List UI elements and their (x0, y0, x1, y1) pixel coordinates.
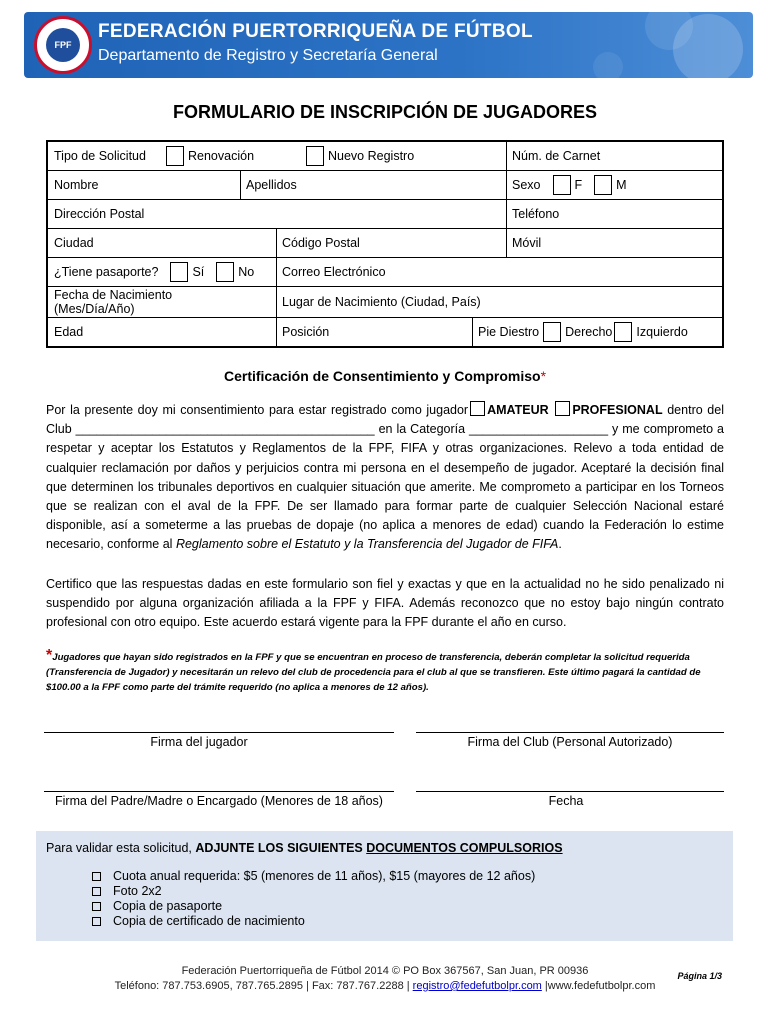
header-banner (24, 12, 753, 78)
form-title: FORMULARIO DE INSCRIPCIÓN DE JUGADORES (172, 102, 598, 122)
tipo-solicitud-label: Tipo de Solicitud (54, 149, 146, 163)
form-row (48, 171, 722, 200)
form-row (48, 258, 722, 287)
signature-line[interactable] (416, 732, 724, 733)
direccion-field[interactable]: Dirección Postal (54, 207, 145, 221)
renovacion-checkbox[interactable] (166, 146, 184, 166)
list-item: Copia de certificado de nacimiento (92, 914, 535, 929)
sexo-f-label: F (574, 178, 583, 192)
izquierdo-checkbox[interactable] (614, 322, 632, 342)
form-row (48, 142, 722, 171)
form-row (48, 200, 722, 229)
sexo-m-label: M (616, 178, 627, 192)
federation-title: FEDERACIÓN PUERTORRIQUEÑA DE FÚTBOL (98, 21, 533, 42)
izquierdo-label: Izquierdo (636, 325, 688, 339)
required-asterisk: * (540, 368, 547, 384)
checkbox-icon[interactable] (92, 902, 101, 911)
apellidos-field[interactable]: Apellidos (246, 178, 297, 192)
derecho-checkbox[interactable] (543, 322, 561, 342)
list-item: Cuota anual requerida: $5 (menores de 11 años), $15 (mayores de 12 años) (92, 869, 535, 884)
lugar-nacimiento-field[interactable]: Lugar de Nacimiento (Ciudad, País) (282, 295, 481, 309)
fecha-label: Fecha (548, 794, 584, 808)
sexo-f-checkbox[interactable] (553, 175, 571, 195)
pasaporte-label: ¿Tiene pasaporte? (54, 265, 159, 279)
amateur-checkbox[interactable] (470, 401, 485, 416)
certification-title: Certificación de Consentimiento y Compromiso* (223, 368, 547, 384)
ciudad-field[interactable]: Ciudad (54, 236, 94, 250)
email-link[interactable]: registro@fedefutbolpr.com (412, 980, 542, 992)
pie-diestro-label: Pie Diestro (478, 325, 540, 339)
nuevo-registro-label: Nuevo Registro (328, 149, 415, 163)
firma-padre-label: Firma del Padre/Madre o Encargado (Menores de 18 años) (55, 794, 383, 808)
list-item: Copia de pasaporte (92, 899, 535, 914)
signature-line[interactable] (44, 791, 394, 792)
soccer-ball-icon (673, 14, 743, 78)
form-row (48, 287, 722, 318)
date-line[interactable] (416, 791, 724, 792)
fpf-logo: FPF (34, 16, 92, 74)
profesional-label: PROFESIONAL (572, 403, 663, 417)
pasaporte-si-checkbox[interactable] (170, 262, 188, 282)
registration-form-table (46, 140, 724, 348)
sexo-label: Sexo (512, 178, 541, 192)
page-number: Página 1/3 (677, 971, 722, 981)
footer-contact: Teléfono: 787.753.6905, 787.765.2895 | Fax: 787.767.2288 | registro@fedefutbolpr.com |www.fedefutbolpr.com (114, 980, 656, 992)
firma-jugador-label: Firma del jugador (150, 735, 248, 749)
pasaporte-no-checkbox[interactable] (216, 262, 234, 282)
correo-field[interactable]: Correo Electrónico (282, 265, 386, 279)
department-subtitle: Departamento de Registro y Secretaría General (98, 47, 438, 64)
posicion-field[interactable]: Posición (282, 325, 330, 339)
checkbox-icon[interactable] (92, 887, 101, 896)
derecho-label: Derecho (565, 325, 613, 339)
firma-club-label: Firma del Club (Personal Autorizado) (467, 735, 673, 749)
form-row (48, 229, 722, 258)
pasaporte-no-label: No (238, 265, 255, 279)
edad-field[interactable]: Edad (54, 325, 84, 339)
movil-field[interactable]: Móvil (512, 236, 542, 250)
form-row (48, 318, 722, 346)
footer (0, 964, 770, 994)
footer-address: Federación Puertorriqueña de Fútbol 2014 © PO Box 367567, San Juan, PR 00936 (181, 965, 589, 977)
codigo-postal-field[interactable]: Código Postal (282, 236, 360, 250)
documents-heading: Para validar esta solicitud, ADJUNTE LOS SIGUIENTES DOCUMENTOS COMPULSORIOS (46, 841, 563, 855)
required-documents-box (36, 831, 733, 941)
consent-paragraph: Por la presente doy mi consentimiento para estar registrado como jugador AMATEUR PROFESIONAL dentro del Club ___________________________________________ en la Categoría ____________________ y me comprometo a respetar y aceptar los Estatutos y Reglamentos de la FPF, FIFA y otras organizaciones. Relevo a toda entidad de cualquier reclamación por daños y perjuicios contra mi persona en el desempeño de jugador. Aceptaré la decisión final que determinen los tribunales deportivos en cualquier situación que amerite. Me comprometo a participar en los Torneos que se realizan con el aval de la FPF. De ser llamado para formar parte de cualquier Selección Nacional estaré disponible, así a someterme a las pruebas de dopaje (no aplica a menores de edad) cuando la Federación lo estime necesario, conforme al Reglamento sobre el Estatuto y la Transferencia del Jugador de FIFA. (46, 403, 724, 552)
renovacion-label: Renovación (188, 149, 255, 163)
sexo-m-checkbox[interactable] (594, 175, 612, 195)
num-carnet-field[interactable]: Núm. de Carnet (512, 149, 601, 163)
nombre-field[interactable]: Nombre (54, 178, 99, 192)
fecha-nacimiento-field[interactable]: Fecha de Nacimiento (Mes/Día/Año) (54, 288, 173, 316)
pasaporte-si-label: Sí (192, 265, 205, 279)
certify-paragraph: Certifico que las respuestas dadas en este formulario son fiel y exactas y que en la actualidad no he sido penalizado ni suspendido por alguna organización afiliada a la FPF y FIFA. Además reconozco que no estoy bajo ningún contrato profesional con otro equipo. Este acuerdo estará vigente para la FPF durante el año en curso. (46, 577, 724, 630)
nuevo-registro-checkbox[interactable] (306, 146, 324, 166)
transfer-note: *Jugadores que hayan sido registrados en la FPF y que se encuentran en proceso de transferencia, deberán completar la solicitud requerida (Transferencia de Jugador) y necesitarán un relevo del club de procedencia para el club al que se transfieren. Este último pagará la cantidad de $100.00 a la FPF como parte del trámite requerido (no aplica a menores de 12 años). (46, 647, 701, 693)
checkbox-icon[interactable] (92, 917, 101, 926)
profesional-checkbox[interactable] (555, 401, 570, 416)
amateur-label: AMATEUR (487, 403, 549, 417)
documents-list (92, 869, 535, 929)
list-item: Foto 2x2 (92, 884, 535, 899)
signature-line[interactable] (44, 732, 394, 733)
checkbox-icon[interactable] (92, 872, 101, 881)
decorative-ball (593, 52, 623, 78)
telefono-field[interactable]: Teléfono (512, 207, 560, 221)
